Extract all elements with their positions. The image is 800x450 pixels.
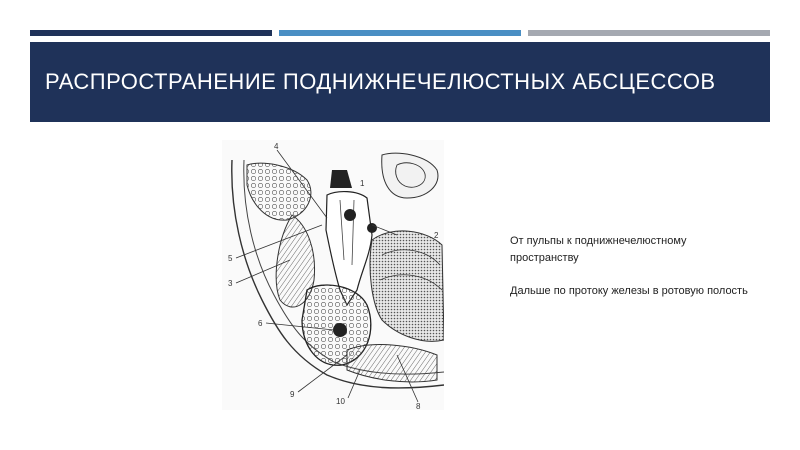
body-paragraph: От пульпы к поднижнечелюстному пространству xyxy=(510,235,687,264)
body-paragraph: Дальше по протоку железы в ротовую полость xyxy=(510,285,748,297)
figure-label-8: 8 xyxy=(416,402,421,410)
figure-label-10: 10 xyxy=(336,397,345,406)
figure-label-3: 3 xyxy=(228,279,233,288)
accent-bar-gray xyxy=(528,30,770,36)
figure-label-2: 2 xyxy=(434,231,439,240)
anatomical-diagram xyxy=(222,140,444,410)
slide-title: РАСПРОСТРАНЕНИЕ ПОДНИЖНЕЧЕЛЮСТНЫХ АБСЦЕССОВ xyxy=(45,69,716,94)
figure-label-5: 5 xyxy=(228,254,233,263)
body-text xyxy=(510,233,750,316)
accent-bar-dark xyxy=(30,30,272,36)
accent-bar-blue xyxy=(279,30,521,36)
figure-label-9: 9 xyxy=(290,390,295,399)
title-band xyxy=(30,42,770,122)
figure-label-6: 6 xyxy=(258,319,263,328)
figure-label-1: 1 xyxy=(360,179,365,188)
figure-label-4: 4 xyxy=(274,142,279,151)
